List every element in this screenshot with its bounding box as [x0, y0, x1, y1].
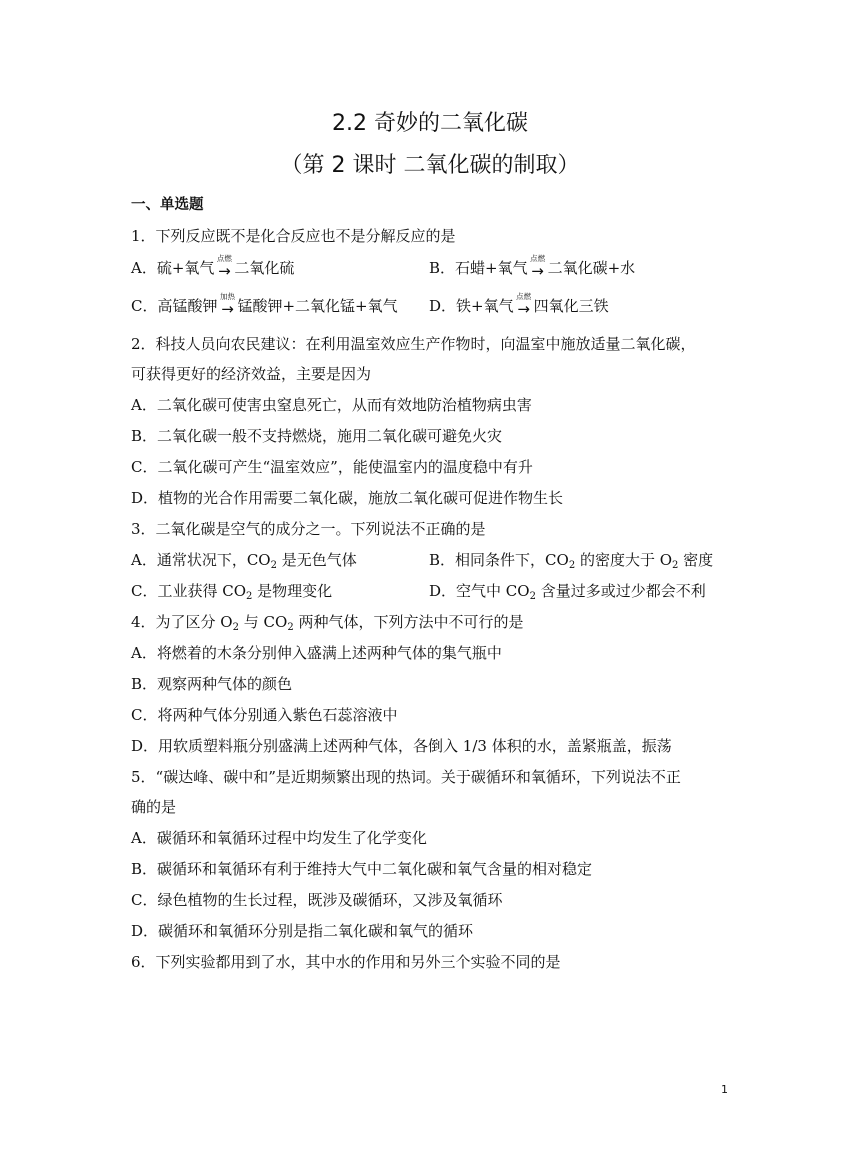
q4-option-c: C．将两种气体分别通入紫色石蕊溶液中 [131, 706, 398, 724]
question-1-stem: 1．下列反应既不是化合反应也不是分解反应的是 [131, 227, 456, 245]
page-number: 1 [721, 1083, 728, 1096]
q1-option-c: C．高锰酸钾 加热 → 锰酸钾+二氧化锰+氧气 [131, 292, 398, 318]
q5-option-b: B．碳循环和氧循环有利于维持大气中二氧化碳和氧气含量的相对稳定 [131, 860, 593, 878]
question-2-stem-line-2: 可获得更好的经济效益，主要是因为 [131, 365, 372, 383]
section-heading: 一、单选题 [131, 197, 204, 213]
q2-option-a: A．二氧化碳可使害虫窒息死亡，从而有效地防治植物病虫害 [131, 396, 532, 414]
q2-option-d: D．植物的光合作用需要二氧化碳，施放二氧化碳可促进作物生长 [131, 489, 564, 507]
q2-option-b: B．二氧化碳一般不支持燃烧，施用二氧化碳可避免火灾 [131, 427, 503, 445]
question-5-stem-line-2: 确的是 [131, 798, 177, 816]
question-4-stem: 4．为了区分 $O_2$ 与 $CO_2$ 两种气体，下列方法中不可行的是 [131, 613, 524, 633]
q5-option-d: D．碳循环和氧循环分别是指二氧化碳和氧气的循环 [131, 922, 474, 940]
q3-option-b: B．相同条件下，$CO_2$ 的密度大于 $O_2$ 密度 [429, 551, 714, 571]
reaction-arrow-icon: 点燃 → [216, 254, 232, 280]
question-3-stem: 3．二氧化碳是空气的成分之一。下列说法不正确的是 [131, 520, 486, 538]
q4-option-b: B．观察两种气体的颜色 [131, 675, 293, 693]
page-title: 2.2 奇妙的二氧化碳 [332, 111, 528, 136]
question-5-stem-line-1: 5．“碳达峰、碳中和”是近期频繁出现的热词。关于碳循环和氧循环，下列说法不正 [131, 768, 681, 786]
q4-option-d: D．用软质塑料瓶分别盛满上述两种气体，各倒入 1/3 体积的水，盖紧瓶盖，振荡 [131, 737, 672, 755]
q1-option-d: D．铁+氧气 点燃 → 四氧化三铁 [429, 292, 609, 318]
q3-option-d: D．空气中 $CO_2$ 含量过多或过少都会不利 [429, 582, 706, 602]
q3-option-a: A．通常状况下，$CO_2$ 是无色气体 [131, 551, 357, 571]
question-2-stem-line-1: 2．科技人员向农民建议：在利用温室效应生产作物时，向温室中施放适量二氧化碳， [131, 335, 696, 353]
reaction-arrow-icon: 点燃 → [530, 254, 546, 280]
q2-option-c: C．二氧化碳可产生“温室效应”，能使温室内的温度稳中有升 [131, 458, 533, 476]
page-subtitle: （第 2 课时 二氧化碳的制取） [280, 153, 580, 178]
question-6-stem: 6．下列实验都用到了水，其中水的作用和另外三个实验不同的是 [131, 953, 561, 971]
q5-option-c: C．绿色植物的生长过程，既涉及碳循环，又涉及氧循环 [131, 891, 503, 909]
reaction-arrow-icon: 加热 → [219, 292, 235, 318]
q1-option-b: B．石蜡+氧气 点燃 → 二氧化碳+水 [429, 254, 636, 280]
q5-option-a: A．碳循环和氧循环过程中均发生了化学变化 [131, 829, 427, 847]
reaction-arrow-icon: 点燃 → [516, 292, 532, 318]
q4-option-a: A．将燃着的木条分别伸入盛满上述两种气体的集气瓶中 [131, 644, 502, 662]
q3-option-c: C．工业获得 $CO_2$ 是物理变化 [131, 582, 333, 602]
q1-option-a: A．硫+氧气 点燃 → 二氧化硫 [131, 254, 295, 280]
